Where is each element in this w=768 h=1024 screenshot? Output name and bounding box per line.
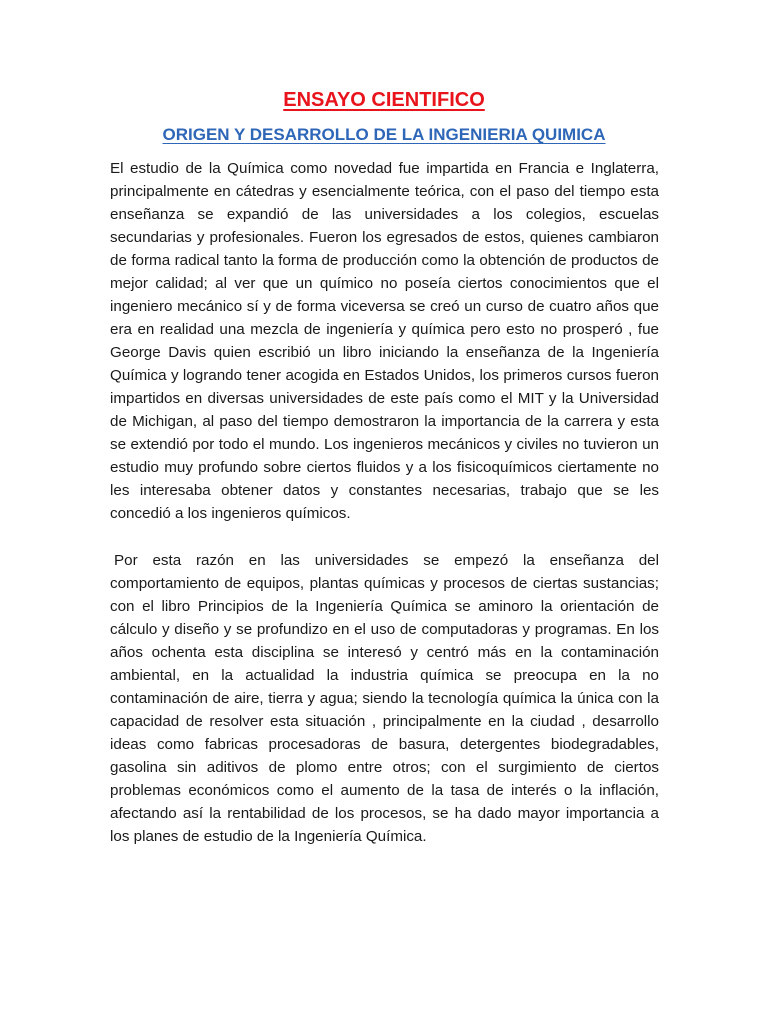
body-paragraph-1: El estudio de la Química como novedad fue impartida en Francia e Inglaterra, principalmente en cátedras y esencialmente teórica, con el paso del tiempo esta enseñanza se expandió de las universidades a los colegios, escuelas secundarias y profesionales. Fueron los egresados de estos, quienes cambiaron de forma radical tanto la forma de producción como la obtención de productos de mejor calidad; al ver que un químico no poseía ciertos conocimientos que el ingeniero mecánico sí y de forma viceversa se creó un curso de cuatro años que era en realidad una mezcla de ingeniería y química pero esto no prosperó , fue George Davis quien escribió un libro iniciando la enseñanza de la Ingeniería Química y logrando tener acogida en Estados Unidos, los primeros cursos fueron impartidos en diversas universidades de este país como el MIT y la Universidad de Michigan, al paso del tiempo demostraron la importancia de la carrera y esta se extendió por todo el mundo. Los ingenieros mecánicos y civiles no tuvieron un estudio muy profundo sobre ciertos fluidos y a los fisicoquímicos ciertamente no les interesaba obtener datos y constantes necesarias, trabajo que se les concedió a los ingenieros químicos. [110, 160, 659, 522]
document-title: ENSAYO CIENTIFICO [283, 89, 485, 111]
document-subtitle: ORIGEN Y DESARROLLO DE LA INGENIERIA QUIMICA [162, 125, 606, 144]
body-paragraph-2: Por esta razón en las universidades se empezó la enseñanza del comportamiento de equipos, plantas químicas y procesos de ciertas sustancias; con el libro Principios de la Ingeniería Química se aminoro la orientación de cálculo y diseño y se profundizo en el uso de computadoras y programas. En los años ochenta esta disciplina se interesó y centró más en la contaminación ambiental, en la actualidad la industria química se preocupa en la no contaminación de aire, tierra y agua; siendo la tecnología química la única con la capacidad de resolver esta situación , principalmente en la ciudad , desarrollo ideas como fabricas procesadoras de basura, detergentes biodegradables, gasolina sin aditivos de plomo entre otros; con el surgimiento de ciertos problemas económicos como el aumento de la tasa de interés o la inflación, afectando así la rentabilidad de los procesos, se ha dado mayor importancia a los planes de estudio de la Ingeniería Química. [110, 552, 659, 845]
